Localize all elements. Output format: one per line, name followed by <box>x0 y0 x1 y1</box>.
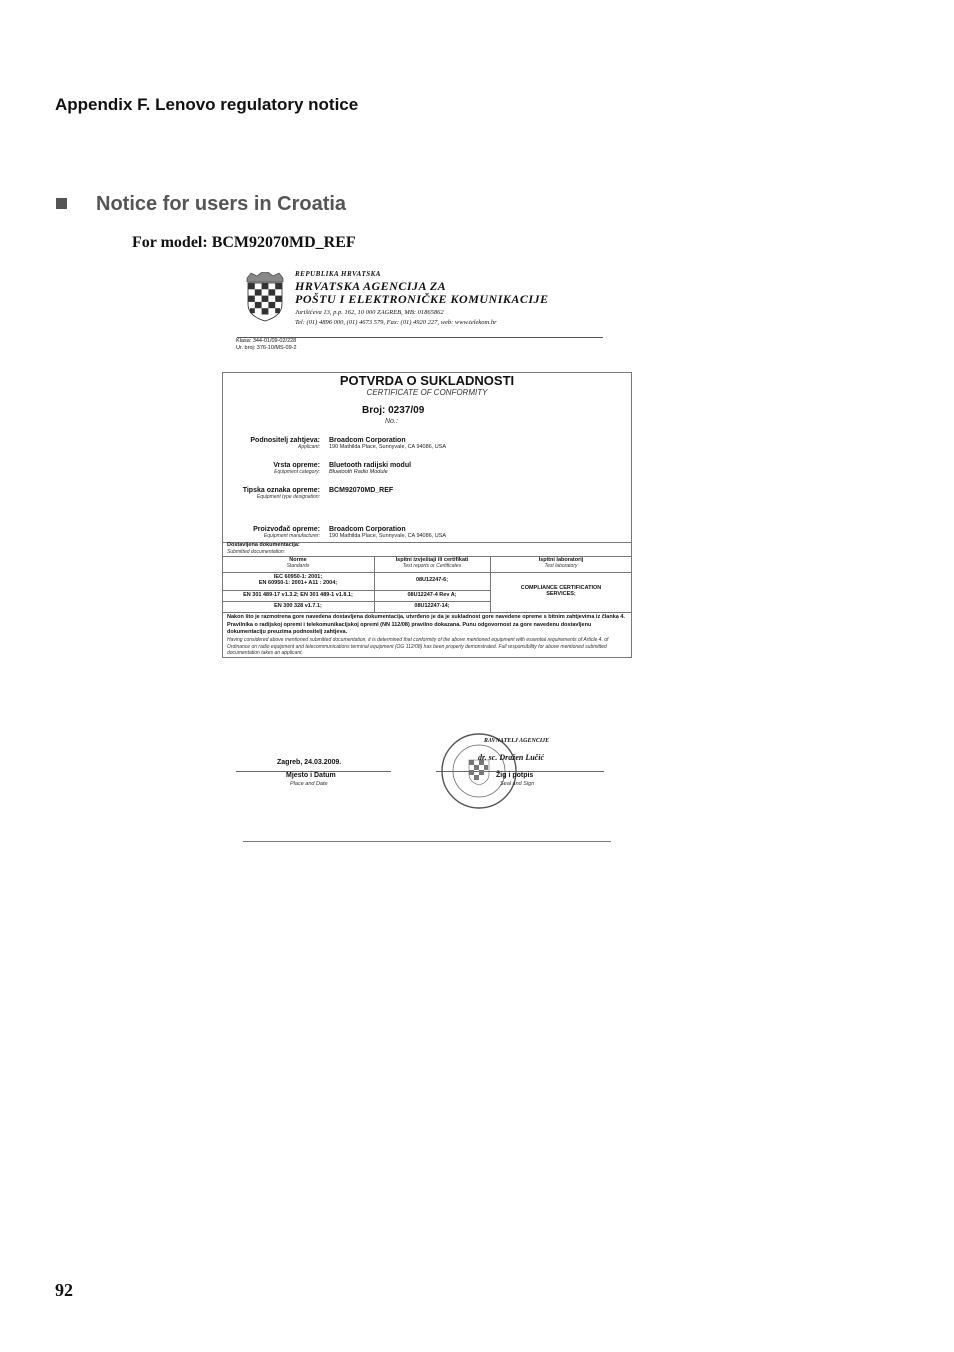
applicant-value: Broadcom Corporation 190 Mathilda Place, Sunnyvale, CA 94086, USA <box>329 437 447 450</box>
applicant-label: Podnositelj zahtjeva: Applicant: <box>250 437 320 450</box>
square-bullet-icon <box>56 198 67 209</box>
type-label: Tipska oznaka opreme: Equipment type designation: <box>242 487 320 500</box>
bottom-divider <box>243 841 611 842</box>
certificate-number-en: No.: <box>385 418 398 425</box>
seal-label-en: Seal and Sign <box>500 781 535 787</box>
place-date-label: Mjesto i Datum <box>286 772 336 779</box>
table-row-divider <box>222 601 490 602</box>
category-value: Bluetooth radijski modul Bluetooth Radio Module <box>329 462 412 475</box>
place-date-label-en: Place and Date <box>290 781 328 787</box>
agency-address: Jurišićeva 13, p.p. 162, 10 000 ZAGREB, MB: 01865862 <box>295 309 444 316</box>
table-row: EN 300 328 v1.7.1; <box>274 603 322 609</box>
table-row-divider <box>222 590 490 591</box>
section-title: Notice for users in Croatia <box>96 193 347 215</box>
appendix-title: Appendix F. Lenovo regulatory notice <box>55 95 359 114</box>
seal-label: Žig i potpis <box>496 772 534 779</box>
republic-text: REPUBLIKA HRVATSKA <box>295 270 381 278</box>
certificate-title: POTVRDA O SUKLADNOSTI <box>339 373 515 388</box>
table-cell-report: 08U12247-14; <box>414 603 450 609</box>
table-cell-report: 08U12247-4 Rev A; <box>407 592 457 598</box>
table-bottom <box>222 612 632 613</box>
model-line: For model: BCM92070MD_REF <box>132 234 356 251</box>
ur-broj-number: Ur. broj: 376-10/MS-09-2 <box>236 345 297 351</box>
agency-line-1: HRVATSKA AGENCIJA ZA <box>295 279 447 293</box>
col-standards-header: Norme Standards <box>286 557 310 569</box>
table-cell-report: 08U12247-6; <box>415 577 449 583</box>
docs-label-en: Submitted documentation: <box>227 549 286 555</box>
croatian-coat-of-arms-icon <box>245 272 285 322</box>
col-lab-header: Ispitni laboratorij Test laboratory <box>538 557 584 569</box>
certificate-number: Broj: 0237/09 <box>362 405 425 416</box>
manufacturer-label: Proizvođač opreme: Equipment manufacturer: <box>253 526 320 539</box>
agency-contact: Tel: (01) 4896 000, (01) 4673 579, Fax: (01) 4920 227, web: www.telekom.hr <box>295 319 497 326</box>
table-row: IEC 60950-1: 2001; EN 60950-1: 2001+ A11 : 2004; <box>258 574 338 586</box>
table-cell-lab: COMPLIANCE CERTIFICATION SERVICES; <box>520 585 602 597</box>
certificate-subtitle: CERTIFICATE OF CONFORMITY <box>366 388 488 397</box>
table-row: EN 301 489-17 v1.3.2; EN 301 489-1 v1.8.1; <box>243 592 353 598</box>
place-date-value: Zagreb, 24.03.2009. <box>277 759 342 766</box>
signatory-title: RAVNATELJ AGENCIJE <box>484 738 550 744</box>
conclusion-text-en: Having considered above mentioned submitted documentation, it is determined that conformity of the above mentioned equipment with essential requirements of Article 4. of Ordinance on radio equipment and telecommunications terminal equipment (OG 112/08) has been properly demonstrated. Full responsibility for above mentioned submitted documentation takes an applicant. <box>227 637 609 656</box>
klasa-number: Klasa: 344-01/09-02/228 <box>236 338 297 344</box>
page-number: 92 <box>55 1280 73 1300</box>
table-col-divider <box>490 556 491 612</box>
signatory-name: dr. sc. Dražen Lučić <box>478 753 544 762</box>
docs-label: Dostavljena dokumentacija: <box>227 542 300 548</box>
conclusion-text: Nakon što je razmotrena gore navedena dostavljena dokumentacija, utvrđeno je da je sukladnost gore navedene opreme s bitnim zahtjevima iz članka 4. Pravilnika o radijskoj opremi i telekomunikacijskoj opremi (NN 112/08) pravilno dokazana. Punu odgovornost za gore navedenu dostavljenu dokumentaciju preuzima podnositelj zahtjeva. <box>227 614 625 635</box>
category-label: Vrsta opreme: Equipment category: <box>273 462 320 475</box>
table-header-bottom <box>222 572 632 573</box>
manufacturer-value: Broadcom Corporation 190 Mathilda Place, Sunnyvale, CA 94086, USA <box>329 526 447 539</box>
col-reports-header: Ispitni izvještaji ili certifikati Test reports or Certificates <box>395 557 469 569</box>
agency-line-2: POŠTU I ELEKTRONIČKE KOMUNIKACIJE <box>295 292 549 306</box>
type-value: BCM92070MD_REF <box>329 487 394 494</box>
